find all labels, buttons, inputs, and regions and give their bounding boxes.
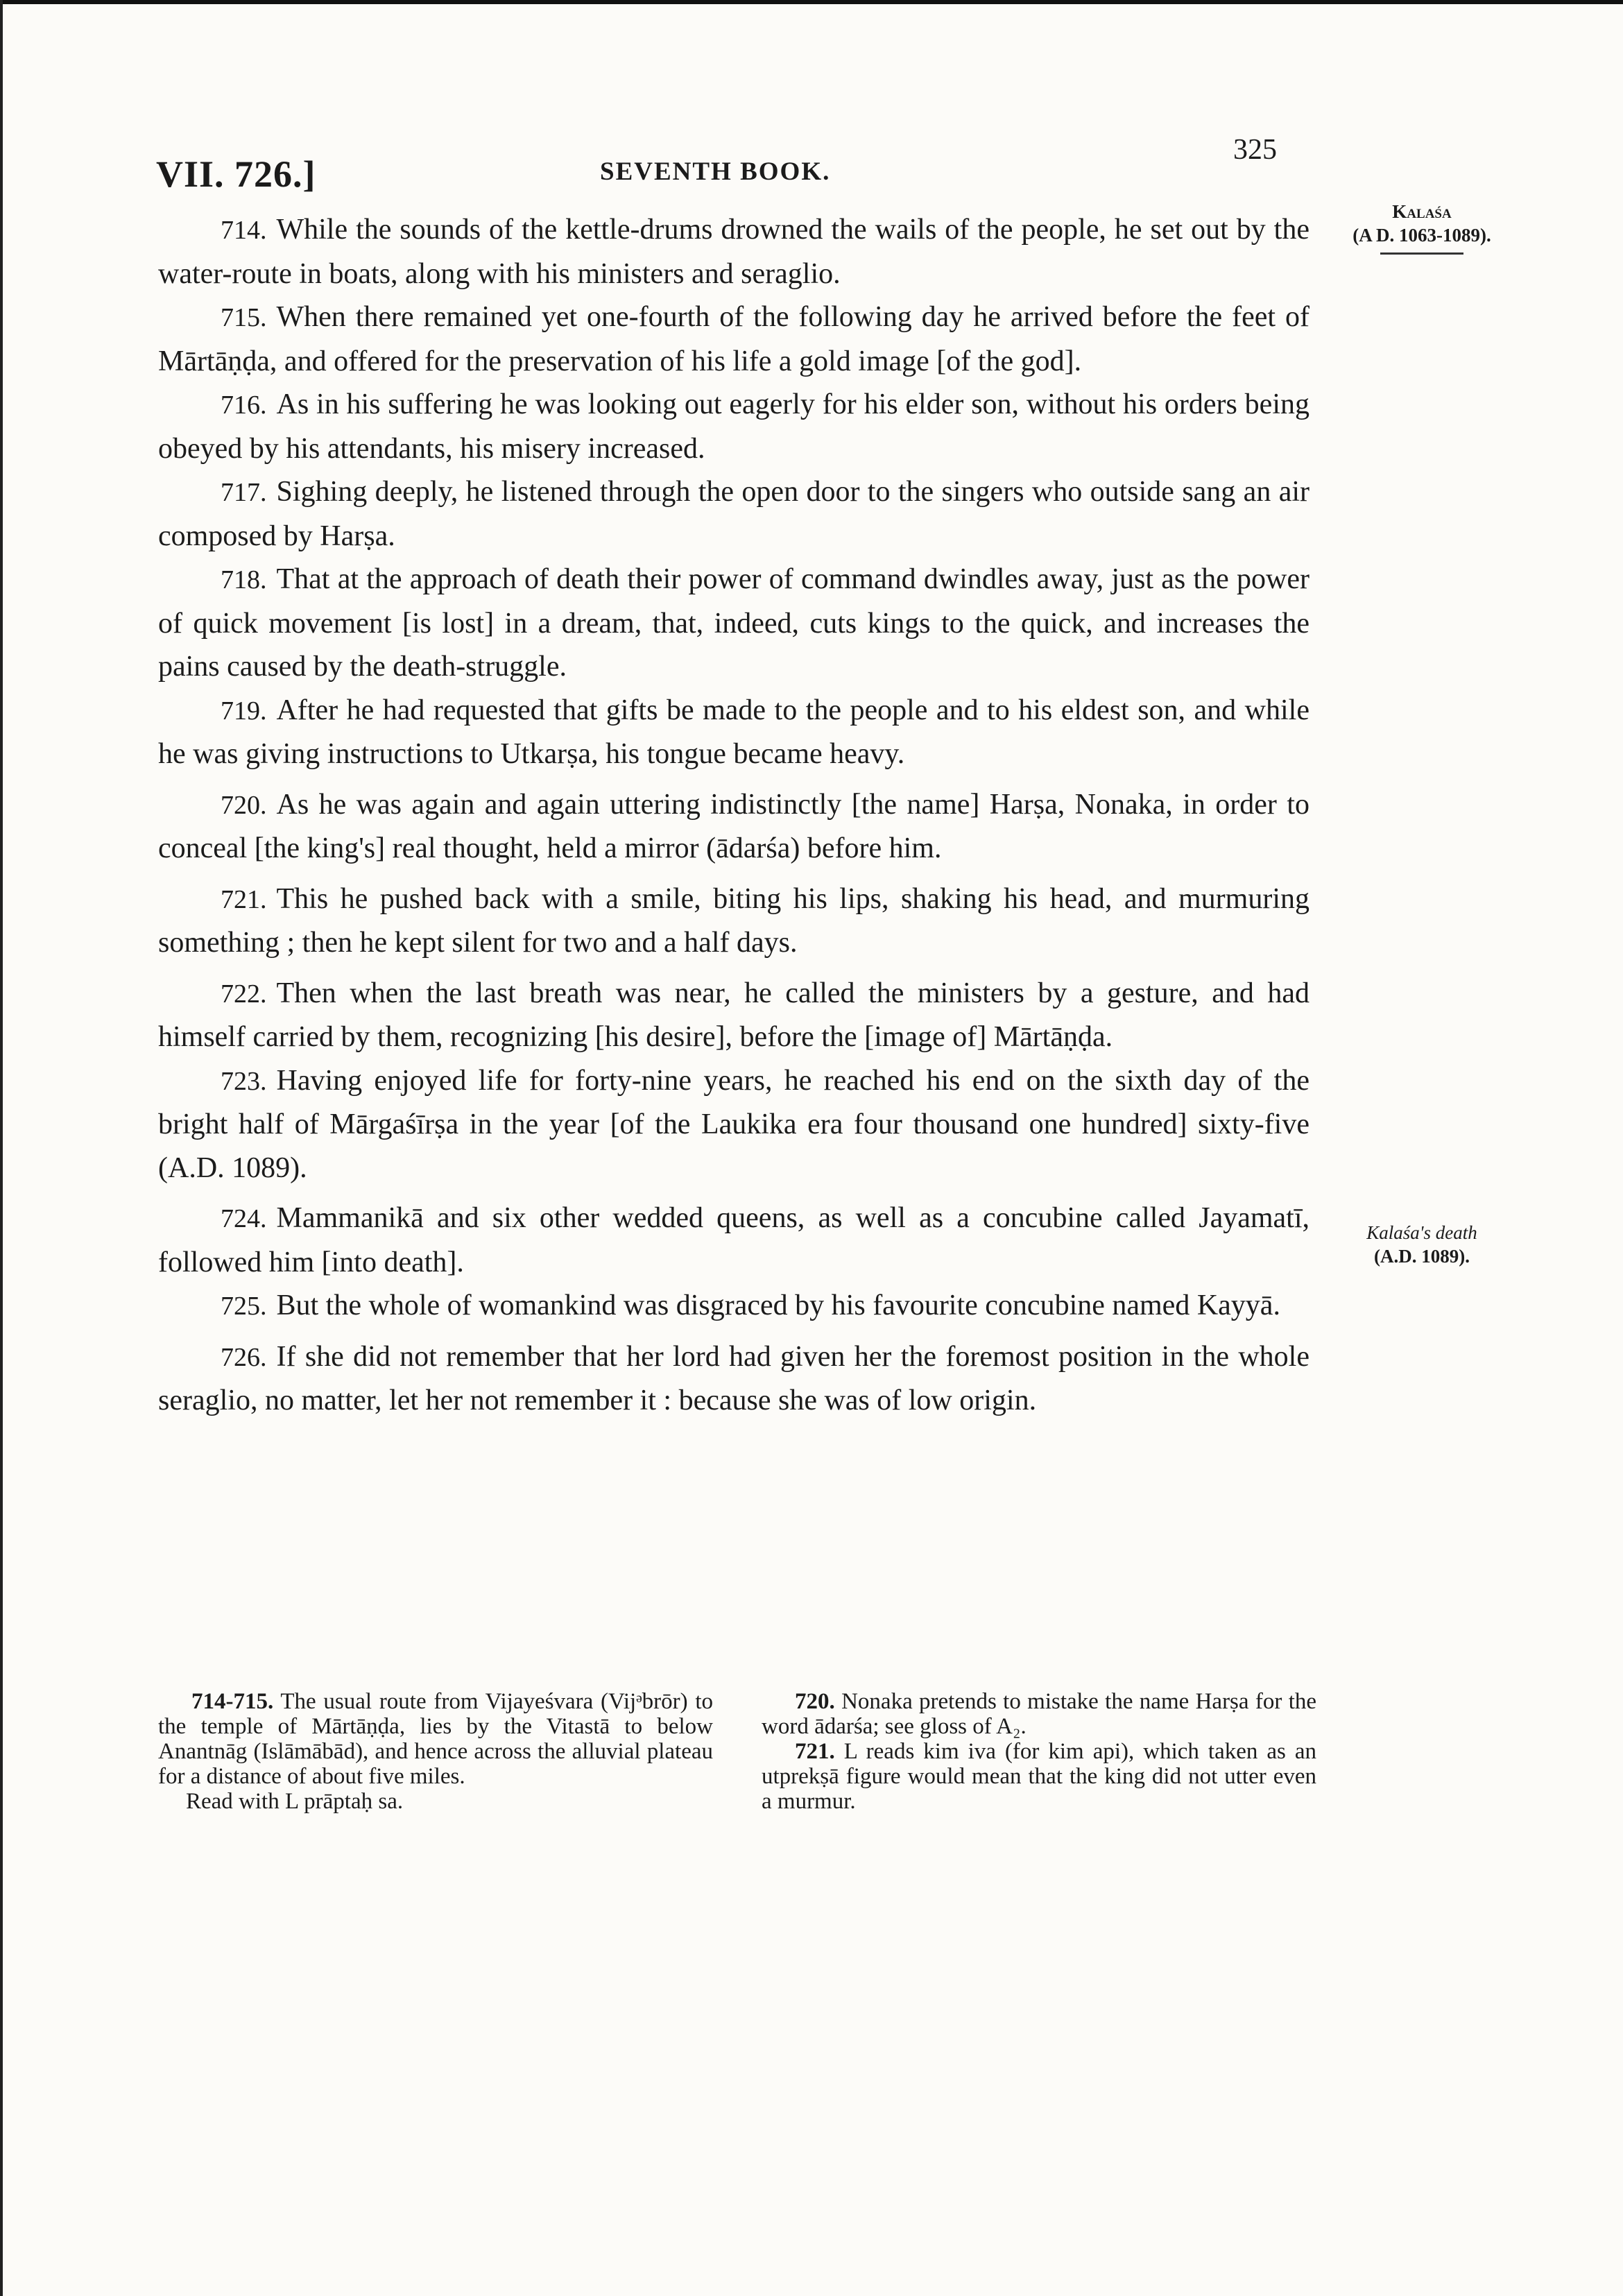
scan-edge-left (0, 0, 3, 2296)
verse-number: 725. (221, 1292, 267, 1321)
footnotes-left-column (158, 1689, 713, 1814)
verse-number: 719. (221, 696, 267, 726)
footnote (762, 1689, 1316, 1739)
verse (158, 972, 1309, 1059)
verse-text: Having enjoyed life for forty-nine years, he reached his end on the sixth day of the bright half of Mārgaśīrṣa in the year [of the Laukika era four thousand one hundred] sixty-five (A.D. 1089). (158, 1064, 1309, 1184)
footnotes-right-column (762, 1689, 1316, 1814)
verse-text: Mammanikā and six other wedded queens, as well as a concubine called Jayamatī, followed him [into death]. (158, 1202, 1309, 1278)
sidenote-title: Kalaśa's death (1366, 1222, 1477, 1243)
verse (158, 1284, 1309, 1328)
sidenote-title: Kalaśa (1392, 201, 1452, 222)
verse-number: 715. (221, 303, 267, 332)
verse (158, 470, 1309, 558)
scan-edge-top (0, 0, 1623, 4)
verse-number: 721. (221, 884, 267, 914)
page-number: 325 (1233, 134, 1277, 166)
sidenote-dates: (A D. 1063-1089). (1352, 225, 1491, 246)
verse (158, 208, 1309, 295)
verse (158, 783, 1309, 871)
verse (158, 1197, 1309, 1284)
footnotes (158, 1689, 1316, 1814)
verse-text: Then when the last breath was near, he called the ministers by a gesture, and had himself carried by them, recognizing [his desire], before the [image of] Mārtāṇḍa. (158, 977, 1309, 1053)
footnote-number: 720. (795, 1689, 835, 1714)
verse-number: 726. (221, 1342, 267, 1372)
verse-number: 714. (221, 216, 267, 245)
verse-text: While the sounds of the kettle-drums drowned the wails of the people, he set out by the water-route in boats, along with his ministers and seraglio. (158, 214, 1309, 290)
verse-number: 717. (221, 478, 267, 507)
verse-number: 716. (221, 391, 267, 420)
verse-text: But the whole of womankind was disgraced by his favourite concubine named Kayyā. (276, 1290, 1280, 1321)
verse (158, 383, 1309, 470)
footnote (762, 1739, 1316, 1814)
verse-text: This he pushed back with a smile, biting his lips, shaking his head, and murmuring something ; then he kept silent for two and a half days. (158, 882, 1309, 959)
verse-number: 722. (221, 979, 267, 1009)
verse-number: 723. (221, 1066, 267, 1096)
verse (158, 689, 1309, 776)
verse (158, 877, 1309, 965)
verse-number: 718. (221, 565, 267, 594)
verse (158, 1335, 1309, 1423)
footnote-text: L reads kim iva (for kim api), which taken as an utprekṣā figure would mean that the king did not utter even a murmur. (762, 1739, 1316, 1814)
verse (158, 558, 1309, 689)
sidenote-rule (1380, 252, 1463, 255)
footnote-text: Read with L prāptaḥ sa. (186, 1789, 404, 1814)
sidenote-death (1332, 1221, 1512, 1268)
verse-text: As he was again and again uttering indistinctly [the name] Harṣa, Nonaka, in order to conceal [the king's] real thought, held a mirror (ādarśa) before him. (158, 788, 1309, 864)
footnote (158, 1689, 713, 1789)
footnote (158, 1789, 713, 1814)
sidenote-reign (1332, 200, 1512, 255)
footnote-text: Nonaka pretends to mistake the name Harṣa for the word ādarśa; see gloss of A₂. (762, 1689, 1317, 1739)
verse-text: If she did not remember that her lord had given her the foremost position in the whole seraglio, no matter, let her not remember it : because she was of low origin. (158, 1340, 1309, 1416)
running-head-section: VII. 726.] (156, 153, 316, 195)
verse (158, 1059, 1309, 1190)
footnote-text: The usual route from Vijayeśvara (Vijᵊbrōr) to the temple of Mārtāṇḍa, lies by the Vitastā to below Anantnāg (Islāmābād), and hence across the alluvial plateau for a distance of about five miles. (158, 1689, 713, 1789)
verse-text: As in his suffering he was looking out eagerly for his elder son, without his orders being obeyed by his attendants, his misery increased. (158, 388, 1309, 465)
verse-text: After he had requested that gifts be made to the people and to his eldest son, and while he was giving instructions to Utkarṣa, his tongue became heavy. (158, 694, 1309, 770)
sidenote-dates: (A.D. 1089). (1374, 1246, 1470, 1267)
footnote-number: 714-715. (191, 1689, 274, 1714)
running-head-book: SEVENTH BOOK. (600, 157, 831, 186)
verse-number: 720. (221, 790, 267, 820)
footnote-number: 721. (795, 1739, 835, 1764)
verse-text: Sighing deeply, he listened through the open door to the singers who outside sang an air composed by Harṣa. (158, 476, 1309, 552)
verse-number: 724. (221, 1204, 267, 1233)
verse-text: That at the approach of death their power of command dwindles away, just as the power of quick movement [is lost] in a dream, that, indeed, cuts kings to the quick, and increases the pains caused by the death-struggle. (158, 563, 1309, 683)
main-text (158, 208, 1309, 1423)
verse-text: When there remained yet one-fourth of the following day he arrived before the feet of Mārtāṇḍa, and offered for the preservation of his life a gold image [of the god]. (158, 301, 1309, 377)
verse (158, 295, 1309, 383)
